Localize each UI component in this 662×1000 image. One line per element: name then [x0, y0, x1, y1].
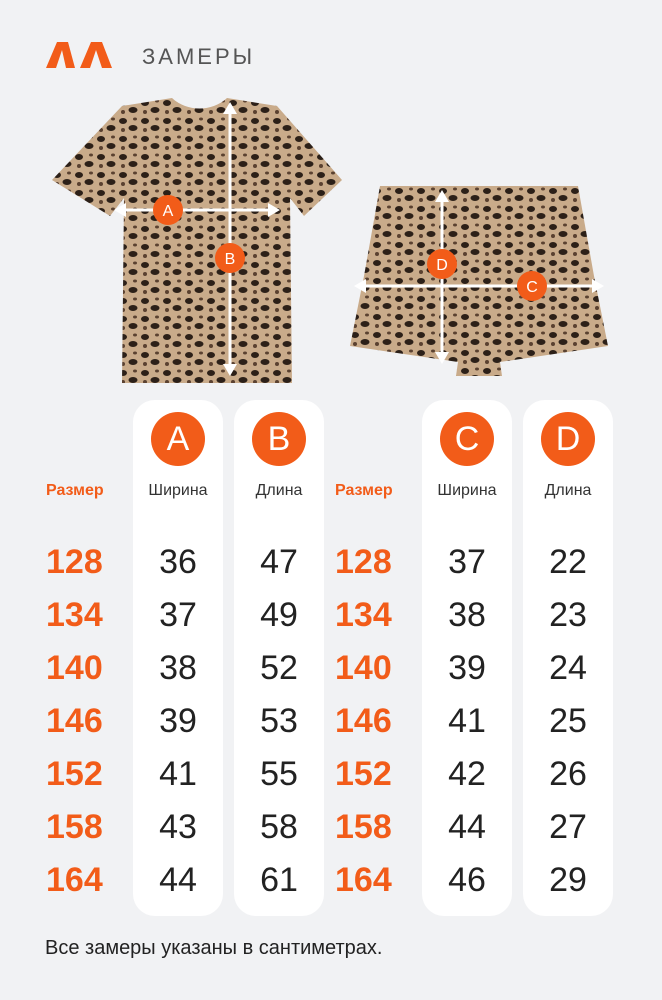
length-b-value: 55: [260, 755, 298, 793]
length-d-value: 27: [549, 808, 587, 846]
length-d-value: 24: [549, 649, 587, 687]
size-header-left: Размер: [46, 482, 104, 499]
size-value-left: 134: [46, 596, 103, 634]
width-a-value: 41: [159, 755, 197, 793]
width-c-value: 46: [448, 861, 486, 899]
width-header-c: Ширина: [437, 482, 497, 499]
badge-d: D: [541, 412, 595, 466]
length-header-b: Длина: [255, 482, 303, 499]
size-value-right: 158: [335, 808, 392, 846]
width-a-value: 39: [159, 702, 197, 740]
size-value-left: 164: [46, 861, 103, 899]
size-value-right: 164: [335, 861, 392, 899]
width-a-value: 43: [159, 808, 197, 846]
length-b-value: 61: [260, 861, 298, 899]
width-a-value: 44: [159, 861, 197, 899]
width-a-value: 36: [159, 543, 197, 581]
size-value-left: 152: [46, 755, 103, 793]
footer-note: Все замеры указаны в сантиметрах.: [45, 937, 383, 959]
page-title: ЗАМЕРЫ: [142, 44, 256, 69]
badge-a: A: [151, 412, 205, 466]
length-b-value: 53: [260, 702, 298, 740]
badge-c: C: [440, 412, 494, 466]
width-a-value: 37: [159, 596, 197, 634]
length-b-value: 49: [260, 596, 298, 634]
width-header-a: Ширина: [148, 482, 208, 499]
width-a-value: 38: [159, 649, 197, 687]
badge-b: B: [252, 412, 306, 466]
size-value-right: 134: [335, 596, 392, 634]
size-value-right: 152: [335, 755, 392, 793]
size-value-right: 140: [335, 649, 392, 687]
measure-a-label: A: [162, 203, 174, 220]
length-b-value: 47: [260, 543, 298, 581]
width-c-value: 37: [448, 543, 486, 581]
width-c-value: 41: [448, 702, 486, 740]
length-b-value: 58: [260, 808, 298, 846]
size-header-right: Размер: [335, 482, 393, 499]
length-d-value: 29: [549, 861, 587, 899]
tshirt-illustration: [52, 98, 344, 388]
length-b-value: 52: [260, 649, 298, 687]
size-value-right: 146: [335, 702, 392, 740]
measure-b-label: B: [224, 251, 236, 268]
size-value-right: 128: [335, 543, 392, 581]
size-value-left: 146: [46, 702, 103, 740]
measure-c-label: C: [526, 279, 538, 296]
measure-d-label: D: [436, 257, 448, 274]
shorts-illustration: [350, 186, 608, 380]
length-d-value: 22: [549, 543, 587, 581]
length-d-value: 23: [549, 596, 587, 634]
length-d-value: 25: [549, 702, 587, 740]
width-c-value: 38: [448, 596, 486, 634]
width-c-value: 42: [448, 755, 486, 793]
size-value-left: 140: [46, 649, 103, 687]
size-value-left: 158: [46, 808, 103, 846]
brand-logo-icon: [46, 42, 112, 68]
length-header-d: Длина: [544, 482, 592, 499]
size-value-left: 128: [46, 543, 103, 581]
length-d-value: 26: [549, 755, 587, 793]
width-c-value: 39: [448, 649, 486, 687]
width-c-value: 44: [448, 808, 486, 846]
